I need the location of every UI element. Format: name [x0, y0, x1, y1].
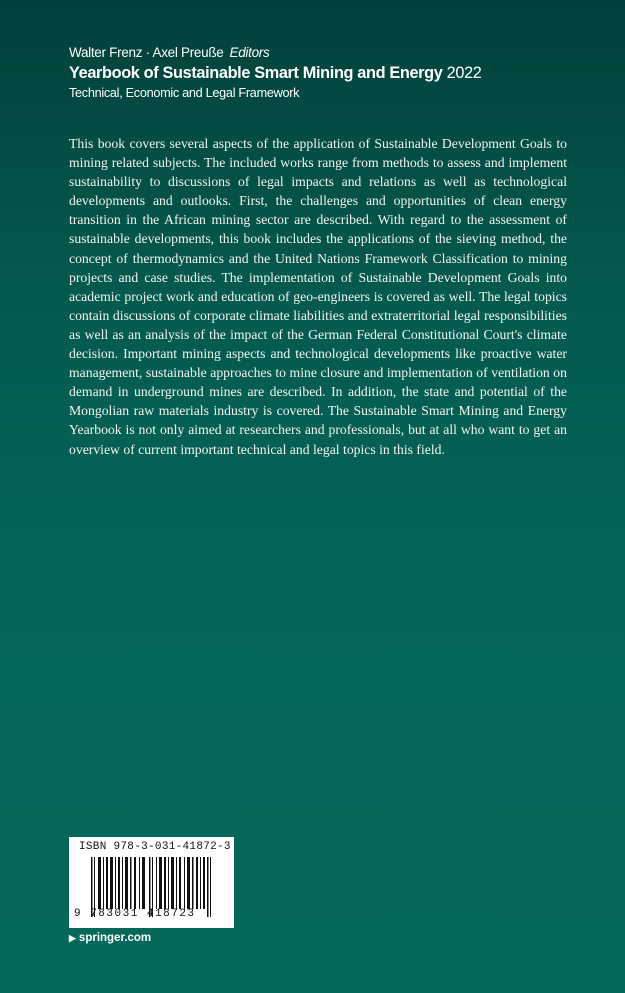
isbn-barcode-box: [69, 837, 234, 928]
book-description: This book covers several aspects of the application of Sustainable Development Goals to mining related subjects. The included works range from methods to assess and implement sustainability to discussions of legal impacts and relations as well as technological developments and outlooks. First, the challenges and opportunities of clean energy transition in the African mining sector are described. With regard to the assessment of sustainable developments, this book includes the applications of the sieving method, the concept of thermodynamics and the United Nations Framework Classification to mining projects and case studies. The implementation of Sustainable Development Goals into academic project work and education of geo-engineers is covered as well. The legal topics contain discussions of corporate climate liabilities and extraterritorial legal responsibilities as well as an analysis of the impact of the German Federal Constitutional Court's climate decision. Important mining aspects and technological developments like proactive water management, sustainable approaches to mine closure and implementation of ventilation on demand in underground mines are described. In addition, the state and potential of the Mongolian raw materials industry is covered. The Sustainable Smart Mining and Energy Yearbook is not only aimed at researchers and professionals, but at all who want to get an overview of current important technical and legal topics in this field.: [69, 136, 567, 457]
play-arrow-icon: ▶: [69, 933, 76, 943]
cover-header: [69, 44, 589, 102]
barcode-digits: 9 783031 418723: [74, 908, 196, 920]
isbn-label: ISBN 978-3-031-41872-3: [79, 841, 231, 853]
publisher-link-text[interactable]: springer.com: [78, 932, 152, 944]
book-title: [69, 63, 589, 84]
book-title-text: Yearbook of Sustainable Smart Mining and Energy: [69, 64, 443, 82]
publisher-link[interactable]: [69, 932, 151, 944]
editors-names: Walter Frenz · Axel Preuße: [69, 45, 224, 60]
editors-role: Editors: [229, 45, 270, 60]
editors-line: [69, 44, 589, 61]
book-subtitle: Technical, Economic and Legal Framework: [69, 86, 300, 100]
book-year: 2022: [446, 64, 482, 82]
